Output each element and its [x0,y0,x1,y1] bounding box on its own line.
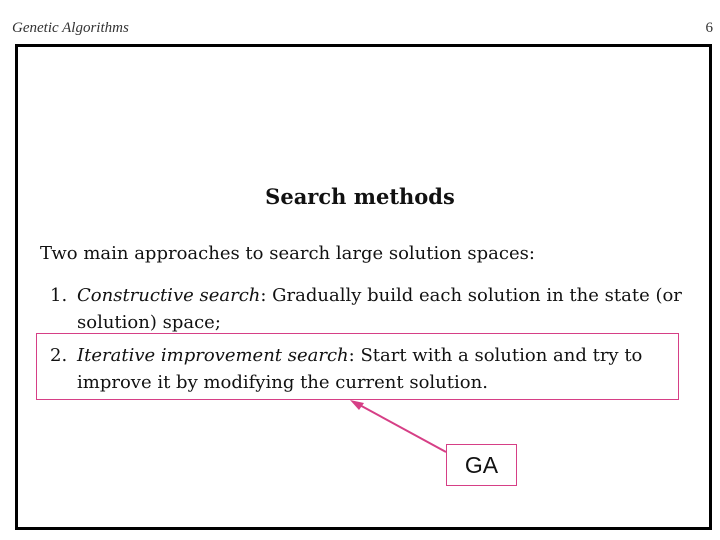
page-number: 6 [705,20,713,36]
item-number: 2. [50,345,68,366]
item-text-line1: : Gradually build each solution in the state (or [260,285,682,306]
list-item-constructive-search [50,282,700,336]
slide-title: Search methods [265,184,455,209]
intro-text: Two main approaches to search large solution spaces: [40,243,535,264]
running-header-title: Genetic Algorithms [12,20,129,36]
item-text-line1: : Start with a solution and try to [348,345,643,366]
item-term: Iterative improvement search [77,345,349,366]
ga-label-box: GA [446,444,517,486]
item-text-line2: improve it by modifying the current solution. [77,372,488,393]
list-item-iterative-improvement-search [50,342,670,396]
item-text-line2: solution) space; [77,312,221,333]
item-number: 1. [50,285,68,306]
item-term: Constructive search [77,285,261,306]
